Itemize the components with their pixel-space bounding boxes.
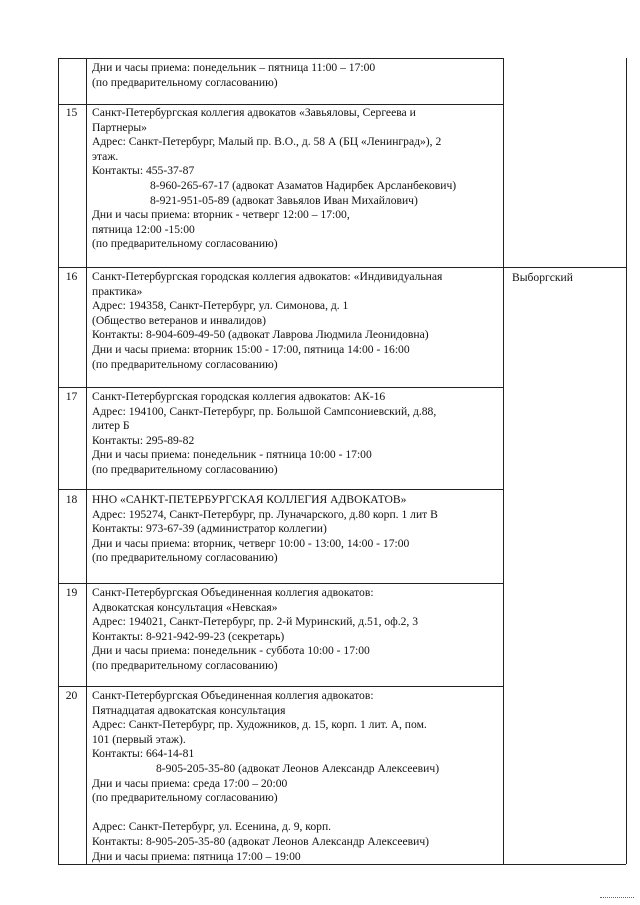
row-text-line: Адрес: 194021, Санкт-Петербург, пр. 2-й Муринский, д.51, оф.2, 3: [92, 615, 419, 629]
row-text-line: Адрес: 195274, Санкт-Петербург, пр. Луначарского, д.80 корп. 1 лит В: [92, 507, 438, 521]
row-text-line: Контакты: 973-67-39 (администратор коллегии): [92, 522, 327, 536]
table-bottom-rule: [58, 864, 626, 865]
row-text-line: Контакты: 664-14-81: [92, 747, 195, 761]
row-text-line: (по предварительному согласованию): [92, 551, 278, 565]
row-text-line: 8-960-265-67-17 (адвокат Азаматов Надирбек Арсланбекович): [150, 178, 457, 192]
table-row-15: [92, 106, 500, 252]
row-text-line: (по предварительному согласованию): [92, 75, 278, 89]
row-text-line: Пятнадцатая адвокатская консультация: [92, 703, 286, 717]
row-text-line: Партнеры»: [92, 120, 147, 134]
row-text-line: Дни и часы приема: среда 17:00 – 20:00: [92, 776, 288, 790]
row-text-line: (Общество ветеранов и инвалидов): [92, 313, 266, 327]
row-text-line: литер Б: [92, 419, 130, 433]
row-text-line: Дни и часы приема: понедельник – пятница 11:00 – 17:00: [92, 61, 376, 74]
row-text-line: (по предварительному согласованию): [92, 658, 278, 672]
row-divider: [58, 104, 503, 105]
row-divider: [58, 686, 503, 687]
row-number: 17: [65, 390, 78, 403]
row-divider: [58, 583, 503, 584]
row-text-line: Адрес: Санкт-Петербург, пр. Художников, д. 15, корп. 1 лит. А, пом.: [92, 718, 427, 732]
row-number: 18: [65, 493, 78, 506]
row-text-line: Контакты: 8-905-205-35-80 (адвокат Леонов Александр Алексеевич): [92, 834, 430, 848]
row-text-line: этаж.: [92, 149, 119, 163]
table-right-border: [626, 58, 627, 864]
row-divider: [58, 387, 503, 388]
row-text-line: практика»: [92, 284, 143, 298]
row-text-line: Контакты: 455-37-87: [92, 164, 195, 178]
row-text-line: Дни и часы приема: вторник 15:00 - 17:00, пятница 14:00 - 16:00: [92, 342, 410, 356]
row-text-line: (по предварительному согласованию): [92, 237, 278, 251]
row-text-line: 8-905-205-35-80 (адвокат Леонов Александр Алексеевич): [156, 761, 440, 775]
row-text-line: Дни и часы приема: понедельник - суббота 10:00 - 17:00: [92, 644, 370, 658]
row-text-line: Дни и часы приема: пятница 17:00 – 19:00: [92, 849, 301, 863]
row-text-line: Дни и часы приема: понедельник - пятница 10:00 - 17:00: [92, 448, 372, 462]
row-text-line: (по предварительному согласованию): [92, 357, 278, 371]
row-text-line: Контакты: 8-921-942-99-23 (секретарь): [92, 629, 285, 643]
row-text-line: 8-921-951-05-89 (адвокат Завьялов Иван Михайлович): [150, 193, 418, 207]
table-row-16: [92, 270, 500, 372]
row-text-line: Дни и часы приема: вторник - четверг 12:00 – 17:00,: [92, 208, 350, 222]
content-column-border: [503, 58, 504, 864]
row-text-line: Адрес: 194358, Санкт-Петербург, ул. Симонова, д. 1: [92, 299, 349, 313]
row-text-line: (по предварительному согласованию): [92, 791, 278, 805]
row-text-line: (по предварительному согласованию): [92, 462, 278, 476]
row-text-line: Контакты: 295-89-82: [92, 433, 195, 447]
row-text-line: Адрес: Санкт-Петербург, Малый пр. В.О., д. 58 А (БЦ «Ленинград»), 2: [92, 135, 442, 149]
row-number: 19: [65, 586, 78, 599]
row-text-line: Адрес: 194100, Санкт-Петербург, пр. Большой Сампсониевский, д.88,: [92, 404, 437, 418]
number-column-border: [86, 58, 87, 864]
table-row-20: [92, 689, 500, 864]
table-row-19: [92, 586, 500, 674]
row-text-line: Санкт-Петербургская Объединенная коллегия адвокатов:: [92, 689, 374, 702]
row-text-line: Санкт-Петербургская городская коллегия адвокатов: «Индивидуальная: [92, 270, 443, 283]
row-blank-line: [92, 806, 500, 821]
row-text-line: Санкт-Петербургская коллегия адвокатов «Завьяловы, Сергеева и: [92, 106, 416, 119]
row-text-line: Адвокатская консультация «Невская»: [92, 600, 278, 614]
table-row-18: [92, 493, 500, 566]
row-text-line: Адрес: Санкт-Петербург, ул. Есенина, д. 9, корп.: [92, 820, 332, 834]
row-divider: [58, 489, 503, 490]
row-text-line: пятница 12:00 -15:00: [92, 222, 195, 236]
row-number: 15: [65, 106, 78, 119]
row-text-line: Санкт-Петербургская Объединенная коллегия адвокатов:: [92, 586, 374, 599]
row-text-line: Дни и часы приема: вторник, четверг 10:00 - 13:00, 14:00 - 17:00: [92, 536, 410, 550]
row-number: 20: [65, 689, 78, 702]
table-row-continued: [92, 61, 500, 90]
row-text-line: Контакты: 8-904-609-49-50 (адвокат Лаврова Людмила Леонидовна): [92, 328, 429, 342]
table-top-rule: [58, 58, 503, 59]
table-row-17: [92, 390, 500, 478]
row-text-line: ННО «САНКТ-ПЕТЕРБУРГСКАЯ КОЛЛЕГИЯ АДВОКАТОВ»: [92, 493, 407, 506]
district-label: Выборгский: [512, 271, 573, 284]
row-divider: [58, 267, 626, 268]
row-number: 16: [65, 270, 78, 283]
row-text-line: Санкт-Петербургская городская коллегия адвокатов: АК-16: [92, 390, 386, 403]
scan-corner-mark: [600, 897, 634, 898]
row-text-line: 101 (первый этаж).: [92, 732, 186, 746]
table-left-border: [58, 58, 59, 864]
